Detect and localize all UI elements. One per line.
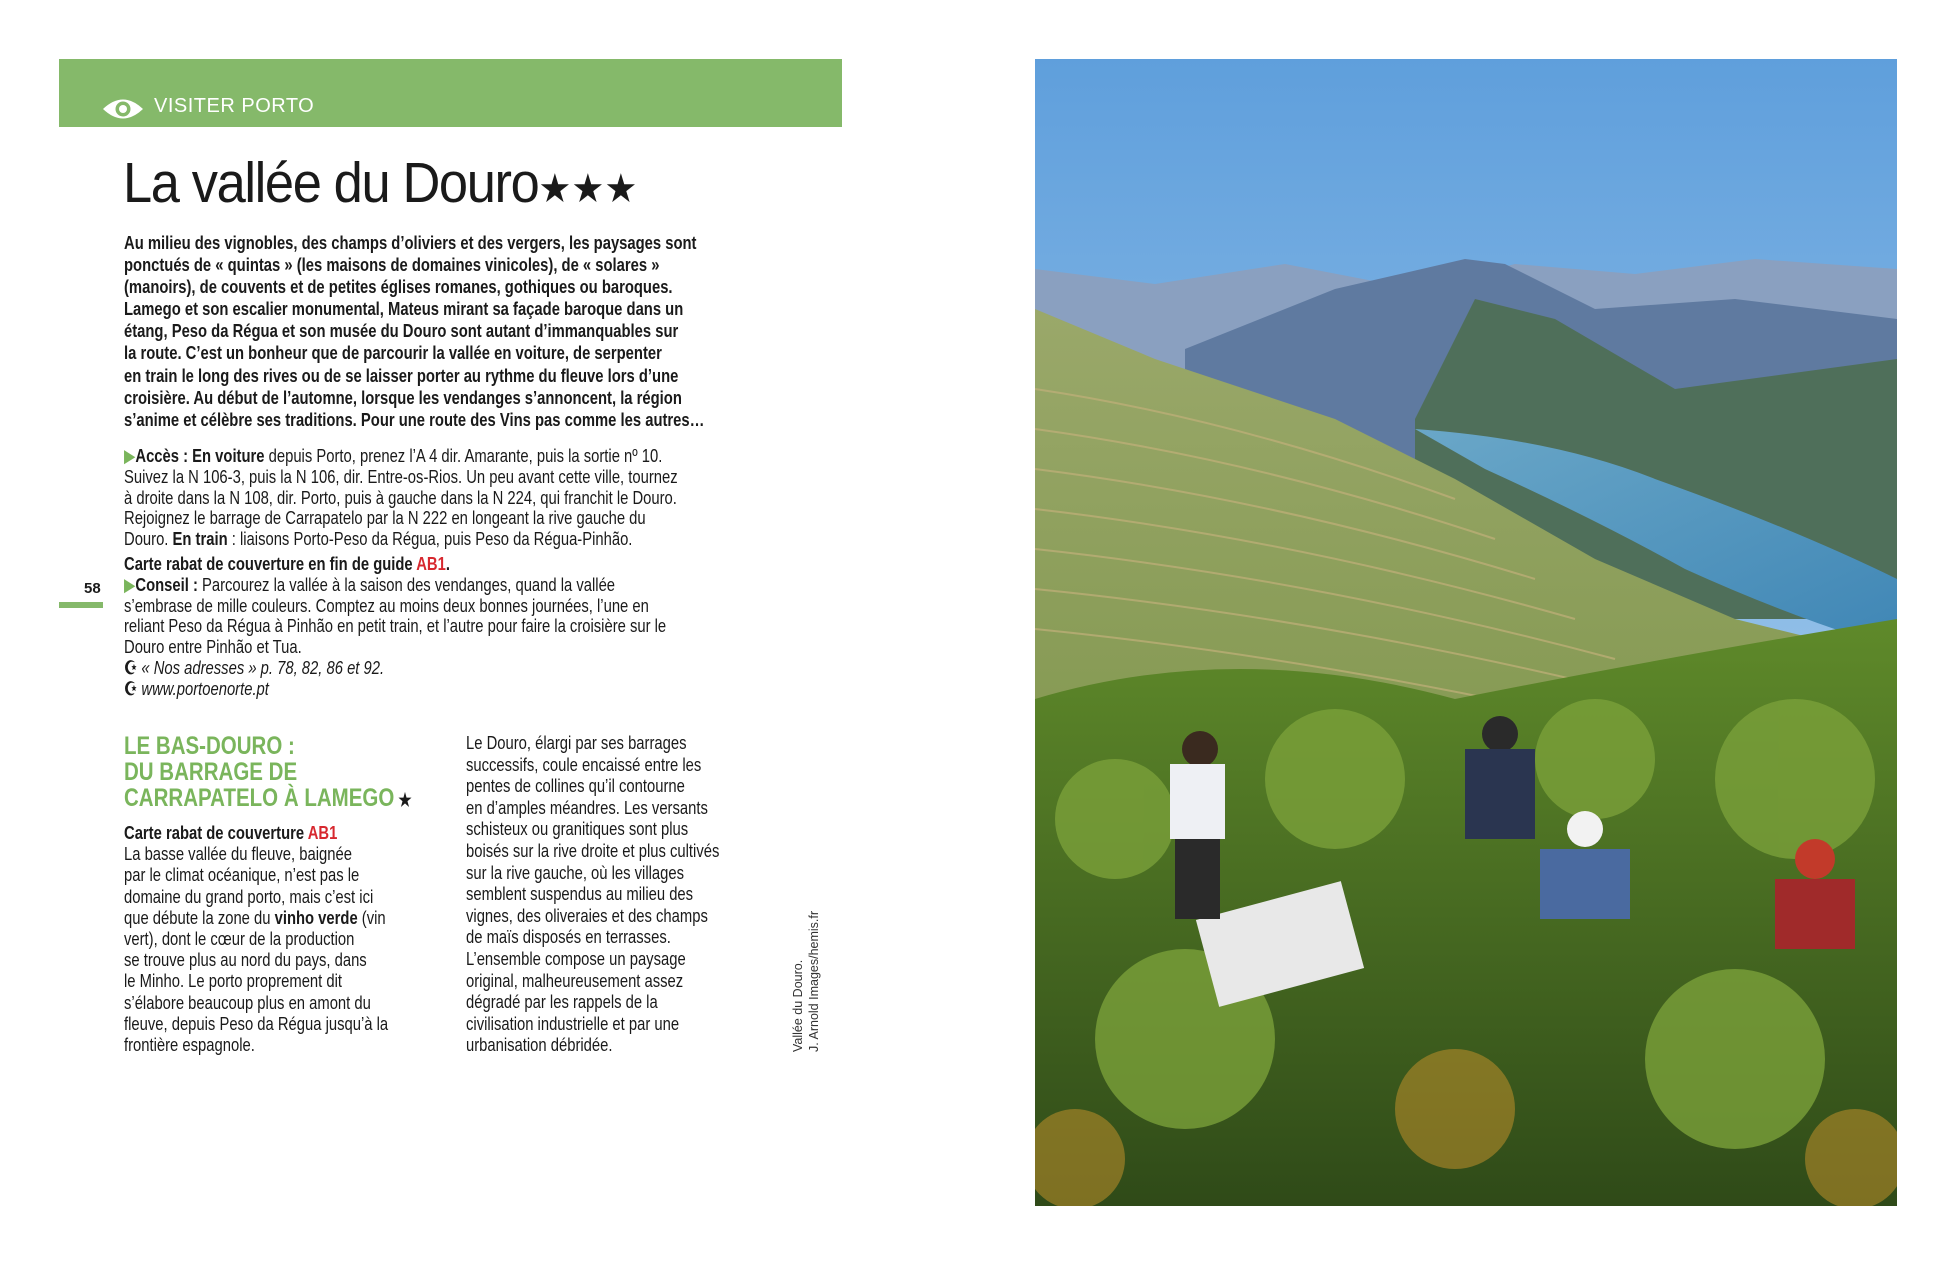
column-line <box>124 907 388 928</box>
intro-line: en train le long des rives ou de se laisser porter au rythme du fleuve lors d’une <box>124 364 679 386</box>
text-run: : liaisons Porto-Peso da Régua, puis Peso da Régua-Pinhão. <box>227 528 633 550</box>
column-line: dégradé par les rappels de la <box>466 991 658 1013</box>
info-line <box>124 575 678 596</box>
intro-line: s’anime et célèbre ses traditions. Pour une route des Vins pas comme les autres… <box>124 408 705 430</box>
section-column-1 <box>124 822 388 1055</box>
column-line <box>124 928 388 949</box>
text-run: domaine du grand porto, mais c’est ici <box>124 885 374 907</box>
text-run: s’élabore beaucoup plus en amont du <box>124 991 371 1013</box>
text-run: . <box>445 552 450 574</box>
column-line <box>124 1034 388 1055</box>
intro-line: croisière. Au début de l’automne, lorsque les vendanges s’annoncent, la région <box>124 386 682 408</box>
rating-stars: ★★★ <box>538 167 638 211</box>
info-line <box>124 488 678 509</box>
text-run: s’embrase de mille couleurs. Comptez au moins deux bonnes journées, l’une en <box>124 594 649 616</box>
intro-line: Lamego et son escalier monumental, Mateus mirant sa façade baroque dans un <box>124 298 684 320</box>
section-column-2 <box>466 732 719 1056</box>
column-line <box>124 1013 388 1034</box>
text-run: frontière espagnole. <box>124 1034 255 1056</box>
intro-line: ponctués de « quintas » (les maisons de domaines vinicoles), de « solares » <box>124 254 660 276</box>
text-run: Douro entre Pinhão et Tua. <box>124 636 302 658</box>
column-line: semblent suspendus au milieu des <box>466 883 694 905</box>
column-line: de maïs disposés en terrasses. <box>466 926 671 948</box>
info-line <box>124 508 678 529</box>
text-run: www.portoenorte.pt <box>141 677 269 699</box>
bullet-arrow-icon: ▶ <box>124 445 136 466</box>
column-line: Le Douro, élargi par ses barrages <box>466 732 687 753</box>
text-run: fleuve, depuis Peso da Régua jusqu’à la <box>124 1012 389 1034</box>
column-line <box>124 843 388 864</box>
column-line: boisés sur la rive droite et plus cultivés <box>466 839 720 861</box>
page-number-bar <box>59 602 103 608</box>
text-run: à droite dans la N 108, dir. Porto, puis à gauche dans la N 224, qui franchit le Douro. <box>124 486 677 508</box>
column-line: civilisation industrielle et par une <box>466 1012 680 1034</box>
rating-star: ★ <box>394 790 412 810</box>
heading-line: CARRAPATELO À LAMEGO ★ <box>124 784 412 812</box>
heading-line: DU BARRAGE DE <box>124 758 298 786</box>
text-run: reliant Peso da Régua à Pinhão en petit train, et l’autre pour faire la croisière sur le <box>124 615 667 637</box>
column-line: urbanisation débridée. <box>466 1034 613 1056</box>
column-line <box>124 822 388 843</box>
text-run: « Nos adresses » p. 78, 82, 86 et 92. <box>141 656 385 678</box>
text-run: Carte rabat de couverture <box>124 822 308 843</box>
text-run: ☪ <box>124 656 142 678</box>
column-line: sur la rive gauche, où les villages <box>466 861 685 883</box>
column-line <box>124 949 388 970</box>
column-line: pentes de collines qu’il contourne <box>466 775 685 797</box>
text-run: par le climat océanique, n’est pas le <box>124 864 360 886</box>
info-line <box>124 616 678 637</box>
column-line: schisteux ou granitiques sont plus <box>466 818 689 840</box>
text-run: La basse vallée du fleuve, baignée <box>124 843 352 865</box>
eye-icon <box>101 96 145 122</box>
text-run: se trouve plus au nord du pays, dans <box>124 949 367 971</box>
intro-line: Au milieu des vignobles, des champs d’oliviers et des vergers, les paysages sont <box>124 232 697 253</box>
text-run: vert), dont le cœur de la production <box>124 928 355 950</box>
info-line <box>124 658 678 679</box>
intro-line: étang, Peso da Régua et son musée du Douro sont autant d’immanquables sur <box>124 320 679 342</box>
page-title <box>123 150 637 216</box>
column-line <box>124 992 388 1013</box>
text-run: le Minho. Le porto proprement dit <box>124 970 343 992</box>
text-run: En train <box>172 528 228 550</box>
text-run: Parcourez la vallée à la saison des vendanges, quand la vallée <box>197 573 616 595</box>
text-run: depuis Porto, prenez l’A 4 dir. Amarante, puis la sortie nº 10. <box>264 445 663 466</box>
info-line <box>124 554 678 575</box>
section-label: VISITER PORTO <box>154 95 315 117</box>
info-line <box>124 446 678 467</box>
text-run: Douro. <box>124 528 173 550</box>
column-line: successifs, coule encaissé entre les <box>466 753 702 775</box>
title-text: La vallée du Douro <box>123 151 539 215</box>
column-line: L’ensemble compose un paysage <box>466 947 686 969</box>
heading-line: LE BAS-DOURO : <box>124 732 295 760</box>
text-run: Rejoignez le barrage de Carrapatelo par la N 222 en longeant la rive gauche du <box>124 507 646 529</box>
column-line <box>124 970 388 991</box>
column-line: vignes, des oliveraies et des champs <box>466 904 708 926</box>
page-number: 58 <box>84 580 101 597</box>
column-line: original, malheureusement assez <box>466 969 684 991</box>
info-line <box>124 637 678 658</box>
photo-caption <box>790 911 822 1052</box>
section-heading <box>124 733 412 813</box>
bullet-arrow-icon: ▶ <box>124 573 136 595</box>
info-line <box>124 596 678 617</box>
text-run: Conseil : <box>135 573 198 595</box>
text-run: ☪ <box>124 677 142 699</box>
column-line <box>124 886 388 907</box>
photo-credit: J. Arnold Images/hemis.fr <box>807 910 821 1052</box>
column-line: en d’amples méandres. Les versants <box>466 796 708 818</box>
info-line <box>124 679 678 700</box>
map-reference: AB1 <box>307 822 338 843</box>
text-run: Suivez la N 106-3, puis la N 106, dir. Entre-os-Rios. Un peu avant cette ville, tournez <box>124 465 678 487</box>
column-line <box>124 864 388 885</box>
map-reference: AB1 <box>416 552 446 574</box>
info-line <box>124 467 678 488</box>
info-line <box>124 529 678 550</box>
text-run: que débute la zone du <box>124 906 275 928</box>
text-run: Accès : En voiture <box>135 445 265 466</box>
practical-info <box>124 446 678 700</box>
text-run: Carte rabat de couverture en fin de guide <box>124 552 417 574</box>
intro-line: la route. C’est un bonheur que de parcourir la vallée en voiture, de serpenter <box>124 342 662 364</box>
intro-paragraph <box>124 232 704 431</box>
douro-valley-photo <box>1035 59 1897 1206</box>
caption-text: Vallée du Douro. <box>791 959 805 1052</box>
text-run: vinho verde <box>274 906 358 928</box>
text-run: (vin <box>357 906 386 928</box>
intro-line: (manoirs), de couvents et de petites églises romanes, gothiques ou baroques. <box>124 276 673 298</box>
